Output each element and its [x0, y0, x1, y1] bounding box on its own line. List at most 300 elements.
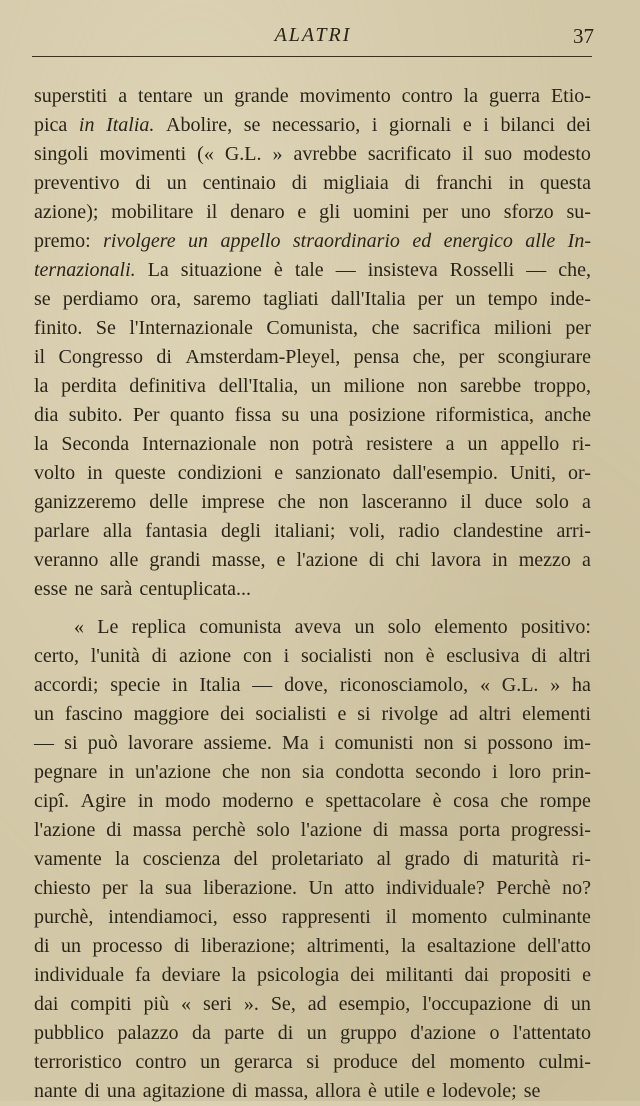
- text-line: [34, 227, 591, 256]
- word: modesto: [523, 143, 591, 165]
- word: si: [463, 732, 478, 754]
- word: individuale: [34, 964, 124, 986]
- word: dell'atto: [527, 935, 591, 957]
- word: potrà: [312, 433, 354, 455]
- word: guerra: [488, 85, 541, 107]
- word: a: [581, 549, 591, 571]
- word: or-: [568, 462, 591, 484]
- word: italiani;: [274, 520, 336, 542]
- word: loro: [508, 761, 541, 783]
- text-line: [34, 517, 591, 546]
- word: seri: [202, 993, 232, 1015]
- word: del: [233, 848, 259, 870]
- word: purchè,: [34, 906, 94, 928]
- word: rappresenti: [281, 906, 371, 928]
- word: di: [173, 935, 190, 957]
- word: esclusiva: [446, 645, 520, 667]
- word: replica: [131, 616, 186, 638]
- word: una: [106, 1080, 136, 1102]
- word: l'attentato: [512, 1022, 591, 1044]
- word: momento: [449, 1051, 526, 1073]
- word: più: [143, 993, 170, 1015]
- word: deviare: [161, 964, 221, 986]
- word: ».: [243, 993, 259, 1015]
- word: possono: [487, 732, 553, 754]
- word: un: [570, 993, 591, 1015]
- word: uomini: [353, 201, 410, 223]
- word: i: [318, 732, 325, 754]
- word: la: [34, 433, 49, 455]
- word: ed: [412, 230, 432, 252]
- word: se: [243, 114, 261, 136]
- word: un: [203, 85, 224, 107]
- word: premo:: [34, 230, 91, 252]
- word: troppo,: [533, 375, 591, 397]
- word: individuale?: [385, 877, 485, 899]
- text-line: [34, 1019, 591, 1048]
- word: migliaia: [323, 172, 389, 194]
- word: al: [376, 848, 392, 870]
- text-line: [34, 1077, 591, 1106]
- word: voli,: [348, 520, 386, 542]
- word: centuplicata...: [139, 578, 252, 600]
- word: di: [368, 549, 385, 571]
- text-line: [34, 459, 591, 488]
- word: non: [383, 645, 414, 667]
- word: rivolgere: [103, 230, 176, 252]
- word: è: [367, 1080, 377, 1102]
- word: perdita: [61, 375, 117, 397]
- word: la: [139, 877, 154, 899]
- word: un: [455, 288, 476, 310]
- word: d'azione: [410, 1022, 477, 1044]
- word: i: [483, 114, 489, 136]
- word: su-: [566, 201, 591, 223]
- word: Amsterdam-Pleyel,: [185, 346, 341, 368]
- header-rule: [32, 56, 592, 57]
- word: l'unità: [90, 645, 140, 667]
- word: dall'Italia: [330, 288, 406, 310]
- word: accordi;: [34, 674, 99, 696]
- word: sacrifica: [412, 317, 481, 339]
- paragraph-gap: [34, 604, 591, 613]
- word: che: [500, 790, 529, 812]
- word: una: [309, 404, 339, 426]
- word: terroristico: [34, 1051, 122, 1073]
- word: o: [489, 1022, 500, 1044]
- word: il: [34, 346, 46, 368]
- word: gli: [319, 201, 341, 223]
- word: un: [310, 375, 331, 397]
- word: azione);: [34, 201, 99, 223]
- word: movimenti: [99, 143, 187, 165]
- word: la: [115, 848, 130, 870]
- text-line: [34, 401, 591, 430]
- word: agitazione: [142, 1080, 225, 1102]
- word: arri-: [556, 520, 591, 542]
- word: dai: [464, 964, 489, 986]
- word: rivolge: [381, 703, 439, 725]
- word: può: [87, 732, 118, 754]
- word: è: [425, 645, 435, 667]
- word: non: [269, 433, 300, 455]
- text-line: [34, 700, 591, 729]
- word: a: [118, 85, 128, 107]
- word: rompe: [539, 790, 591, 812]
- text-line: [34, 961, 591, 990]
- word: Se,: [270, 993, 296, 1015]
- word: ne: [74, 578, 94, 600]
- word: situazione: [180, 259, 262, 281]
- word: tale: [294, 259, 324, 281]
- word: suo: [484, 143, 513, 165]
- word: cipî.: [34, 790, 69, 812]
- word: ha: [572, 674, 591, 696]
- word: di: [291, 172, 308, 194]
- text-line: [34, 314, 591, 343]
- word: massa: [399, 819, 449, 841]
- word: il: [460, 491, 472, 513]
- word: atto: [344, 877, 375, 899]
- word: definitiva: [129, 375, 206, 397]
- word: —: [34, 732, 54, 754]
- word: che,: [558, 259, 591, 281]
- word: che: [371, 317, 400, 339]
- word: di: [34, 935, 50, 957]
- word: non: [423, 732, 454, 754]
- word: di: [135, 172, 151, 194]
- word: prin-: [552, 761, 591, 783]
- text-line: [34, 758, 591, 787]
- word: maggiore: [133, 703, 210, 725]
- word: progressi-: [510, 819, 591, 841]
- text-line: [34, 671, 591, 700]
- word: di: [543, 993, 559, 1015]
- word: altri: [558, 645, 591, 667]
- text-line: [34, 430, 591, 459]
- text-line: [34, 140, 591, 169]
- text-line: [34, 111, 591, 140]
- word: dai: [34, 993, 59, 1015]
- word: —: [526, 259, 547, 281]
- word: energico: [443, 230, 513, 252]
- word: sacrificato: [367, 143, 452, 165]
- word: resistere: [366, 433, 433, 455]
- word: positivo:: [520, 616, 591, 638]
- word: coscienza: [142, 848, 221, 870]
- word: vamente: [34, 848, 102, 870]
- word: per: [417, 288, 444, 310]
- word: alle: [525, 230, 556, 252]
- word: l'Internazionale: [129, 317, 253, 339]
- word: intendiamoci,: [108, 906, 218, 928]
- word: sforzo: [503, 201, 554, 223]
- word: esempio,: [338, 993, 411, 1015]
- word: massa,: [254, 1080, 309, 1102]
- word: per: [102, 877, 128, 899]
- word: un: [354, 616, 375, 638]
- word: esse: [34, 578, 68, 600]
- word: alla: [102, 520, 132, 542]
- word: inde-: [549, 288, 591, 310]
- word: Le: [97, 616, 119, 638]
- paragraph: [34, 82, 591, 604]
- word: culmi-: [538, 1051, 591, 1073]
- word: in: [87, 462, 103, 484]
- word: appello: [500, 433, 560, 455]
- word: e: [337, 703, 347, 725]
- word: dove,: [284, 674, 328, 696]
- word: processo: [92, 935, 163, 957]
- word: si: [64, 732, 78, 754]
- word: ad: [307, 993, 327, 1015]
- word: compiti: [70, 993, 132, 1015]
- word: un: [200, 1051, 221, 1073]
- word: posizione: [348, 404, 426, 426]
- word: ternazionali.: [34, 259, 136, 281]
- text-line: [34, 372, 591, 401]
- word: se: [34, 288, 51, 310]
- word: sia: [302, 761, 325, 783]
- word: lavorare: [127, 732, 194, 754]
- word: proletariato: [271, 848, 364, 870]
- word: chiesto: [34, 877, 91, 899]
- word: clandestine: [453, 520, 544, 542]
- word: Etio-: [550, 85, 591, 107]
- word: non: [417, 375, 448, 397]
- word: massa: [132, 819, 182, 841]
- word: con: [242, 645, 272, 667]
- word: superstiti: [34, 85, 108, 107]
- word: secondo: [415, 761, 481, 783]
- word: liberazione.: [203, 877, 298, 899]
- word: l'occupazione: [422, 993, 532, 1015]
- word: contro: [401, 85, 453, 107]
- word: avrebbe: [293, 143, 357, 165]
- word: pensa: [353, 346, 400, 368]
- word: perdiamo: [62, 288, 139, 310]
- word: no?: [562, 877, 591, 899]
- word: esso: [232, 906, 268, 928]
- word: mezzo: [518, 549, 571, 571]
- word: Internazionale: [141, 433, 257, 455]
- text-line: [34, 82, 591, 111]
- word: («: [197, 143, 214, 165]
- word: nante: [34, 1080, 78, 1102]
- word: chi: [395, 549, 420, 571]
- text-line: [34, 990, 591, 1019]
- word: e: [274, 462, 284, 484]
- word: di: [106, 819, 122, 841]
- word: è: [432, 790, 442, 812]
- word: delle: [149, 491, 189, 513]
- text-line: [34, 575, 591, 604]
- word: anche: [544, 404, 591, 426]
- running-head: [32, 22, 594, 52]
- word: cosa: [453, 790, 489, 812]
- word: sua: [165, 877, 192, 899]
- word: subito.: [68, 404, 123, 426]
- word: Perchè: [496, 877, 551, 899]
- word: lasceranno: [361, 491, 448, 513]
- paragraph: [34, 613, 591, 1106]
- word: momento: [411, 906, 488, 928]
- word: spettacolare: [325, 790, 421, 812]
- word: —: [335, 259, 356, 281]
- word: pica: [34, 114, 68, 136]
- word: produce: [333, 1051, 398, 1073]
- word: singoli: [34, 143, 89, 165]
- word: ganizzeremo: [34, 491, 137, 513]
- word: uno: [460, 201, 491, 223]
- word: sarà: [100, 578, 133, 600]
- word: un: [34, 703, 54, 725]
- word: lavora: [431, 549, 482, 571]
- word: a: [445, 433, 455, 455]
- word: finito.: [34, 317, 83, 339]
- word: un: [467, 433, 488, 455]
- word: Italia.: [106, 114, 155, 136]
- word: maturità: [492, 848, 559, 870]
- word: del: [411, 1051, 436, 1073]
- word: denaro: [230, 201, 285, 223]
- text-line: [34, 729, 591, 758]
- text-line: [34, 874, 591, 903]
- word: Un: [308, 877, 333, 899]
- text-line: [34, 169, 591, 198]
- word: «: [181, 993, 192, 1015]
- word: sarebbe: [460, 375, 522, 397]
- word: assieme.: [203, 732, 272, 754]
- word: grado: [404, 848, 451, 870]
- word: altrimenti,: [306, 935, 390, 957]
- word: masse,: [211, 549, 266, 571]
- word: Abolire,: [166, 114, 233, 136]
- word: culminante: [502, 906, 591, 928]
- word: straordinario: [292, 230, 400, 252]
- word: di: [277, 1022, 294, 1044]
- word: i: [371, 114, 378, 136]
- word: movimento: [299, 85, 391, 107]
- word: dall'esempio.: [392, 462, 498, 484]
- word: la: [401, 935, 416, 957]
- word: saremo: [193, 288, 252, 310]
- text-line: [34, 816, 591, 845]
- word: radio: [398, 520, 440, 542]
- text-line: [34, 787, 591, 816]
- word: alle: [109, 549, 139, 571]
- word: elementi: [522, 703, 591, 725]
- word: mobilitare: [111, 201, 194, 223]
- word: fantasia: [145, 520, 208, 542]
- word: da: [191, 1022, 211, 1044]
- text-line: [34, 642, 591, 671]
- word: per: [458, 346, 485, 368]
- word: G.L.: [501, 674, 539, 696]
- word: di: [372, 819, 389, 841]
- word: utile: [383, 1080, 420, 1102]
- word: Ma: [282, 732, 309, 754]
- word: duce: [484, 491, 523, 513]
- word: giornali: [389, 114, 452, 136]
- word: di: [463, 848, 479, 870]
- word: ad: [449, 703, 468, 725]
- word: per: [422, 201, 449, 223]
- word: palazzo: [117, 1022, 179, 1044]
- word: azione: [179, 645, 232, 667]
- word: il: [206, 201, 218, 223]
- word: moderno: [222, 790, 294, 812]
- word: non: [260, 761, 291, 783]
- word: e: [582, 964, 591, 986]
- word: non: [318, 491, 349, 513]
- word: e: [426, 1080, 436, 1102]
- word: condotta: [335, 761, 405, 783]
- text-line: [34, 845, 591, 874]
- text-line: [34, 932, 591, 961]
- word: gerarca: [233, 1051, 293, 1073]
- word: è: [273, 259, 283, 281]
- word: milione: [343, 375, 405, 397]
- text-line: [34, 285, 591, 314]
- word: un: [188, 230, 209, 252]
- word: i: [492, 761, 498, 783]
- word: la: [34, 375, 49, 397]
- word: e: [304, 790, 314, 812]
- word: grande: [234, 85, 289, 107]
- word: ora,: [150, 288, 182, 310]
- word: tentare: [138, 85, 193, 107]
- word: il: [385, 906, 397, 928]
- word: di: [156, 346, 172, 368]
- word: esaltazione: [427, 935, 516, 957]
- word: in: [137, 790, 154, 812]
- page-number: 37: [573, 24, 594, 48]
- word: la: [231, 964, 246, 986]
- word: fascino: [64, 703, 123, 725]
- word: milioni: [494, 317, 552, 339]
- word: in: [108, 761, 124, 783]
- word: specie: [110, 674, 161, 696]
- word: altri: [478, 703, 512, 725]
- word: preventivo: [34, 172, 120, 194]
- word: si: [306, 1051, 320, 1073]
- word: Se: [95, 317, 116, 339]
- word: in: [492, 549, 508, 571]
- word: grandi: [149, 549, 201, 571]
- word: dei: [220, 703, 245, 725]
- word: sanzionato: [295, 462, 381, 484]
- word: pubblico: [34, 1022, 104, 1044]
- word: un: [61, 935, 82, 957]
- text-line: [34, 488, 591, 517]
- word: contro: [135, 1051, 187, 1073]
- word: im-: [563, 732, 591, 754]
- word: per: [565, 317, 591, 339]
- word: scongiurare: [497, 346, 591, 368]
- word: insisteva: [367, 259, 438, 281]
- word: quanto: [169, 404, 225, 426]
- word: gruppo: [340, 1022, 397, 1044]
- word: dell'Italia,: [218, 375, 299, 397]
- word: questa: [539, 172, 591, 194]
- word: socialisti: [255, 703, 327, 725]
- word: liberazione;: [200, 935, 296, 957]
- word: che: [222, 761, 250, 783]
- word: bilanci: [500, 114, 555, 136]
- word: solo: [535, 491, 569, 513]
- word: fissa: [234, 404, 272, 426]
